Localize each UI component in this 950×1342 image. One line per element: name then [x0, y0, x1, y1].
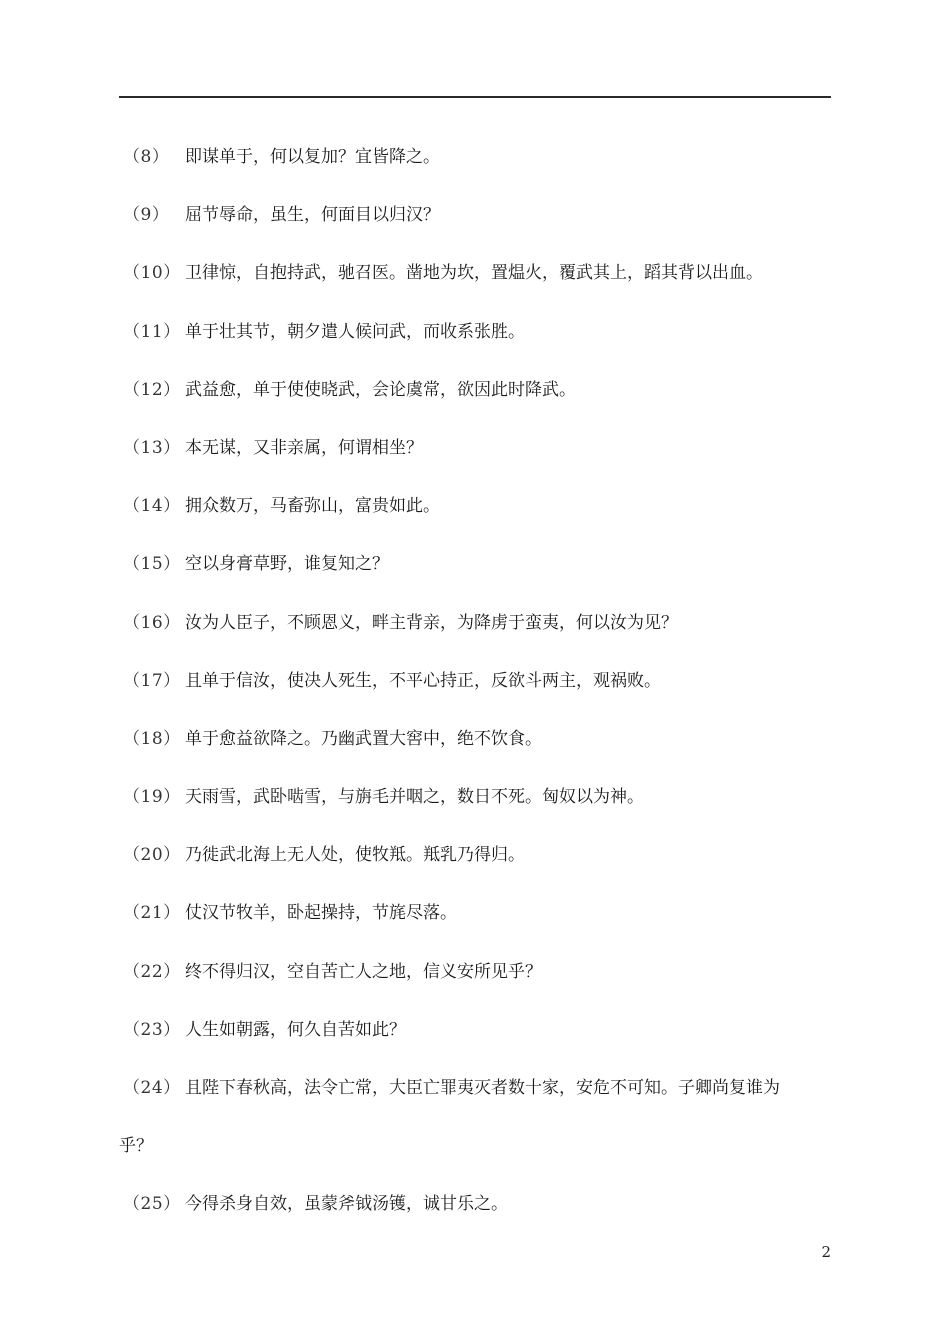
- item-number: （21）: [123, 903, 181, 924]
- item-text: 本无谋，又非亲属，何谓相坐？: [185, 437, 423, 458]
- item-number: （15）: [123, 554, 181, 575]
- item-text: 即谋单于，何以复加？宜皆降之。: [185, 147, 440, 167]
- item-number: （16）: [123, 612, 181, 633]
- item-number: （8）: [123, 147, 170, 167]
- list-item: [119, 1185, 831, 1243]
- item-text: 卫律惊，自抱持武，驰召医。凿地为坎，置煴火，覆武其上，蹈其背以出血。: [185, 263, 763, 284]
- document-body: [119, 138, 831, 1243]
- item-text: 人生如朝露，何久自苦如此？: [185, 1019, 406, 1040]
- item-text: 武益愈，单于使使晓武，会论虞常，欲因此时降武。: [185, 379, 576, 400]
- list-item: [119, 545, 831, 603]
- item-text: 乃徙武北海上无人处，使牧羝。羝乳乃得归。: [185, 845, 525, 866]
- item-number: （14）: [123, 496, 181, 517]
- item-text: 屈节辱命，虽生，何面目以归汉？: [185, 205, 440, 226]
- item-number: （23）: [123, 1019, 181, 1040]
- list-item: [119, 313, 831, 371]
- item-number: （13）: [123, 437, 181, 458]
- list-item: [119, 429, 831, 487]
- list-item: [119, 254, 831, 312]
- list-item: [119, 720, 831, 778]
- item-number: （19）: [123, 787, 181, 808]
- item-text: 拥众数万，马畜弥山，富贵如此。: [185, 496, 440, 517]
- item-number: （22）: [123, 961, 181, 982]
- item-text: 仗汉节牧羊，卧起操持，节旄尽落。: [185, 903, 457, 924]
- item-number: （12）: [123, 379, 181, 400]
- page-number: 2: [821, 1243, 831, 1261]
- list-item: [119, 196, 831, 254]
- list-item: [119, 953, 831, 1011]
- item-text: 单于壮其节，朝夕遣人候问武，而收系张胜。: [185, 321, 525, 342]
- list-item: [119, 894, 831, 952]
- item-number: （20）: [123, 845, 181, 866]
- list-item: [119, 1069, 831, 1165]
- item-text: 且陛下春秋高，法令亡常，大臣亡罪夷灭者数十家，安危不可知。子卿尚复谁为: [185, 1078, 780, 1098]
- item-number: （17）: [123, 670, 181, 691]
- item-text: 且单于信汝，使决人死生，不平心持正，反欲斗两主，观祸败。: [185, 670, 661, 691]
- list-item: [119, 371, 831, 429]
- item-number: （18）: [123, 728, 181, 749]
- item-number: （25）: [123, 1194, 181, 1214]
- item-number: （11）: [123, 321, 181, 342]
- item-text: 今得杀身自效，虽蒙斧钺汤镬，诚甘乐之。: [185, 1194, 508, 1214]
- list-item: [119, 778, 831, 836]
- item-text: 空以身膏草野，谁复知之？: [185, 554, 389, 575]
- item-text: 天雨雪，武卧啮雪，与旃毛并咽之，数日不死。匈奴以为神。: [185, 787, 644, 808]
- list-item: [119, 487, 831, 545]
- list-item: [119, 138, 831, 196]
- list-item: [119, 836, 831, 894]
- item-text: 终不得归汉，空自苦亡人之地，信义安所见乎？: [185, 961, 542, 982]
- item-number: （24）: [123, 1078, 181, 1098]
- item-number: （9）: [123, 205, 170, 226]
- item-text: 汝为人臣子，不顾恩义，畔主背亲，为降虏于蛮夷，何以汝为见？: [185, 612, 678, 633]
- item-text-continuation: 乎？: [119, 1136, 153, 1156]
- list-item: [119, 1011, 831, 1069]
- header-rule: [119, 96, 831, 98]
- item-text: 单于愈益欲降之。乃幽武置大窖中，绝不饮食。: [185, 728, 542, 749]
- list-item: [119, 662, 831, 720]
- item-number: （10）: [123, 263, 181, 284]
- list-item: [119, 604, 831, 662]
